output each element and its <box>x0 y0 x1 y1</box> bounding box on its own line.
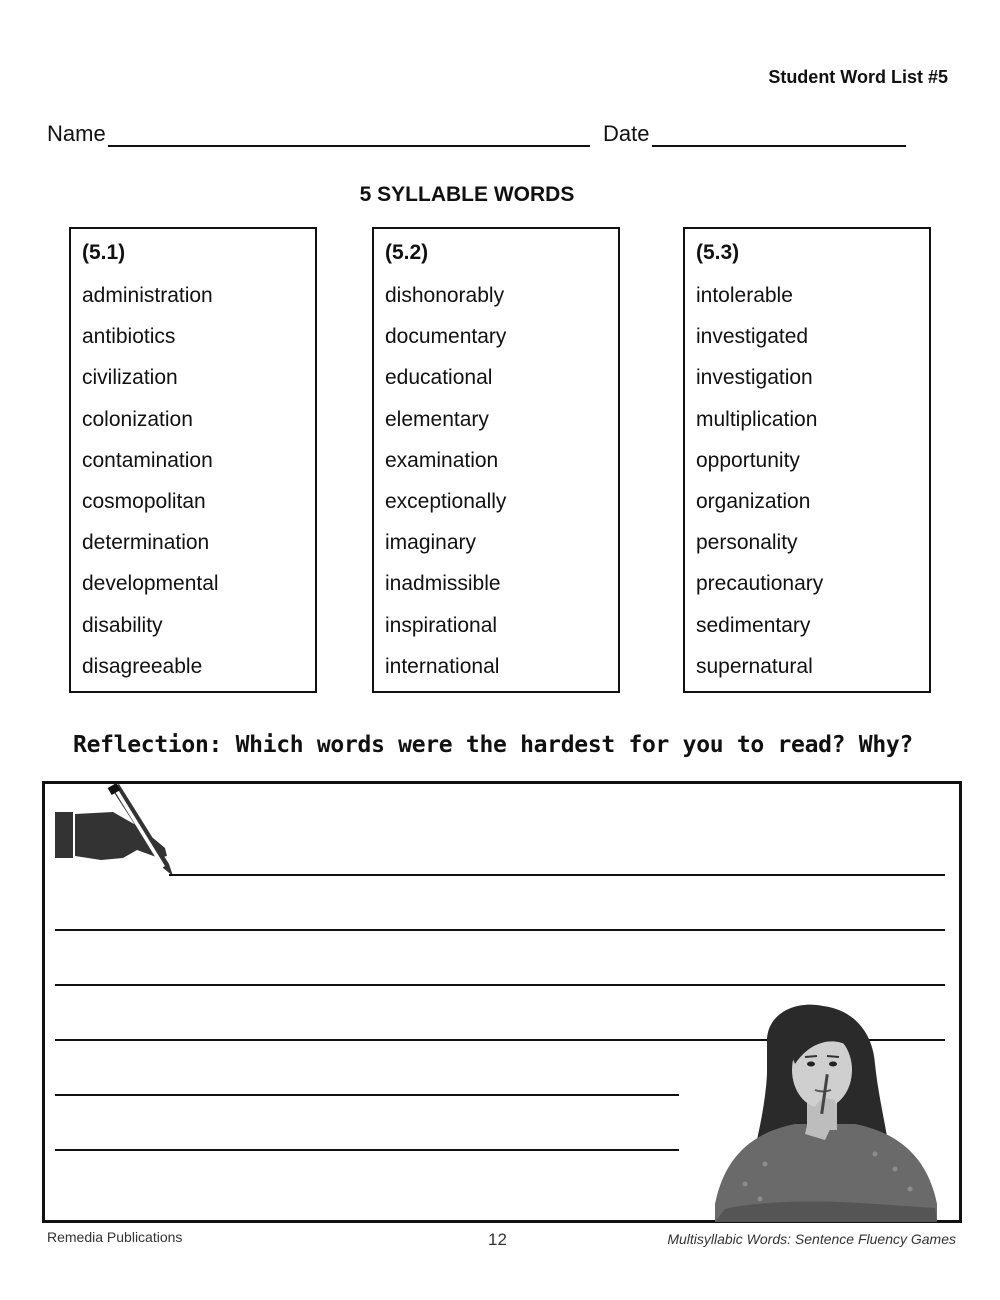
date-field[interactable] <box>652 145 906 147</box>
word-item: examination <box>385 448 499 472</box>
word-item: imaginary <box>385 531 477 555</box>
list-title: Student Word List #5 <box>768 67 948 87</box>
word-item: disability <box>82 613 163 637</box>
word-item: disagreeable <box>82 654 203 678</box>
word-item: documentary <box>385 325 507 349</box>
word-item: multiplication <box>696 407 818 431</box>
answer-line[interactable] <box>55 1094 679 1096</box>
word-item: antibiotics <box>82 325 176 349</box>
name-label: Name <box>47 121 106 146</box>
word-item: investigated <box>696 325 809 349</box>
word-item: personality <box>696 531 798 555</box>
word-list-heading: (5.2) <box>385 241 429 264</box>
writing-hand-icon <box>53 784 181 880</box>
word-item: elementary <box>385 407 489 431</box>
footer-book-title: Multisyllabic Words: Sentence Fluency Games <box>667 1231 956 1247</box>
word-item: opportunity <box>696 448 800 472</box>
word-item: contamination <box>82 448 213 472</box>
word-list-box-5-2 <box>372 227 620 693</box>
date-label: Date <box>603 121 650 146</box>
word-item: developmental <box>82 572 219 596</box>
word-item: administration <box>82 284 213 307</box>
word-item: determination <box>82 531 210 555</box>
word-item: precautionary <box>696 572 824 596</box>
word-list-heading: (5.1) <box>82 241 126 264</box>
word-item: sedimentary <box>696 613 811 637</box>
word-list-box-5-1 <box>69 227 317 693</box>
word-item: investigation <box>696 366 813 390</box>
answer-line[interactable] <box>55 1149 679 1151</box>
word-list-heading: (5.3) <box>696 241 740 264</box>
footer-publisher: Remedia Publications <box>47 1229 183 1245</box>
answer-line[interactable] <box>55 984 945 986</box>
word-item: intolerable <box>696 284 793 307</box>
word-item: civilization <box>82 366 178 390</box>
answer-line[interactable] <box>169 874 945 876</box>
word-item: inspirational <box>385 613 498 637</box>
word-item: supernatural <box>696 654 813 678</box>
thinking-girl-illustration <box>705 1004 945 1222</box>
word-item: educational <box>385 366 493 390</box>
word-list-box-5-3 <box>683 227 931 693</box>
word-item: international <box>385 654 500 678</box>
name-field[interactable] <box>108 145 590 147</box>
page-number: 12 <box>488 1230 507 1249</box>
answer-line[interactable] <box>55 929 945 931</box>
word-item: cosmopolitan <box>82 489 206 513</box>
reflection-answer-box <box>42 781 962 1223</box>
word-item: dishonorably <box>385 284 505 307</box>
word-item: exceptionally <box>385 489 507 513</box>
reflection-prompt: Reflection: Which words were the hardest for you to read? Why? <box>73 732 913 758</box>
section-title: 5 SYLLABLE WORDS <box>359 183 575 206</box>
word-item: organization <box>696 489 811 513</box>
word-item: colonization <box>82 407 193 431</box>
word-item: inadmissible <box>385 572 501 596</box>
